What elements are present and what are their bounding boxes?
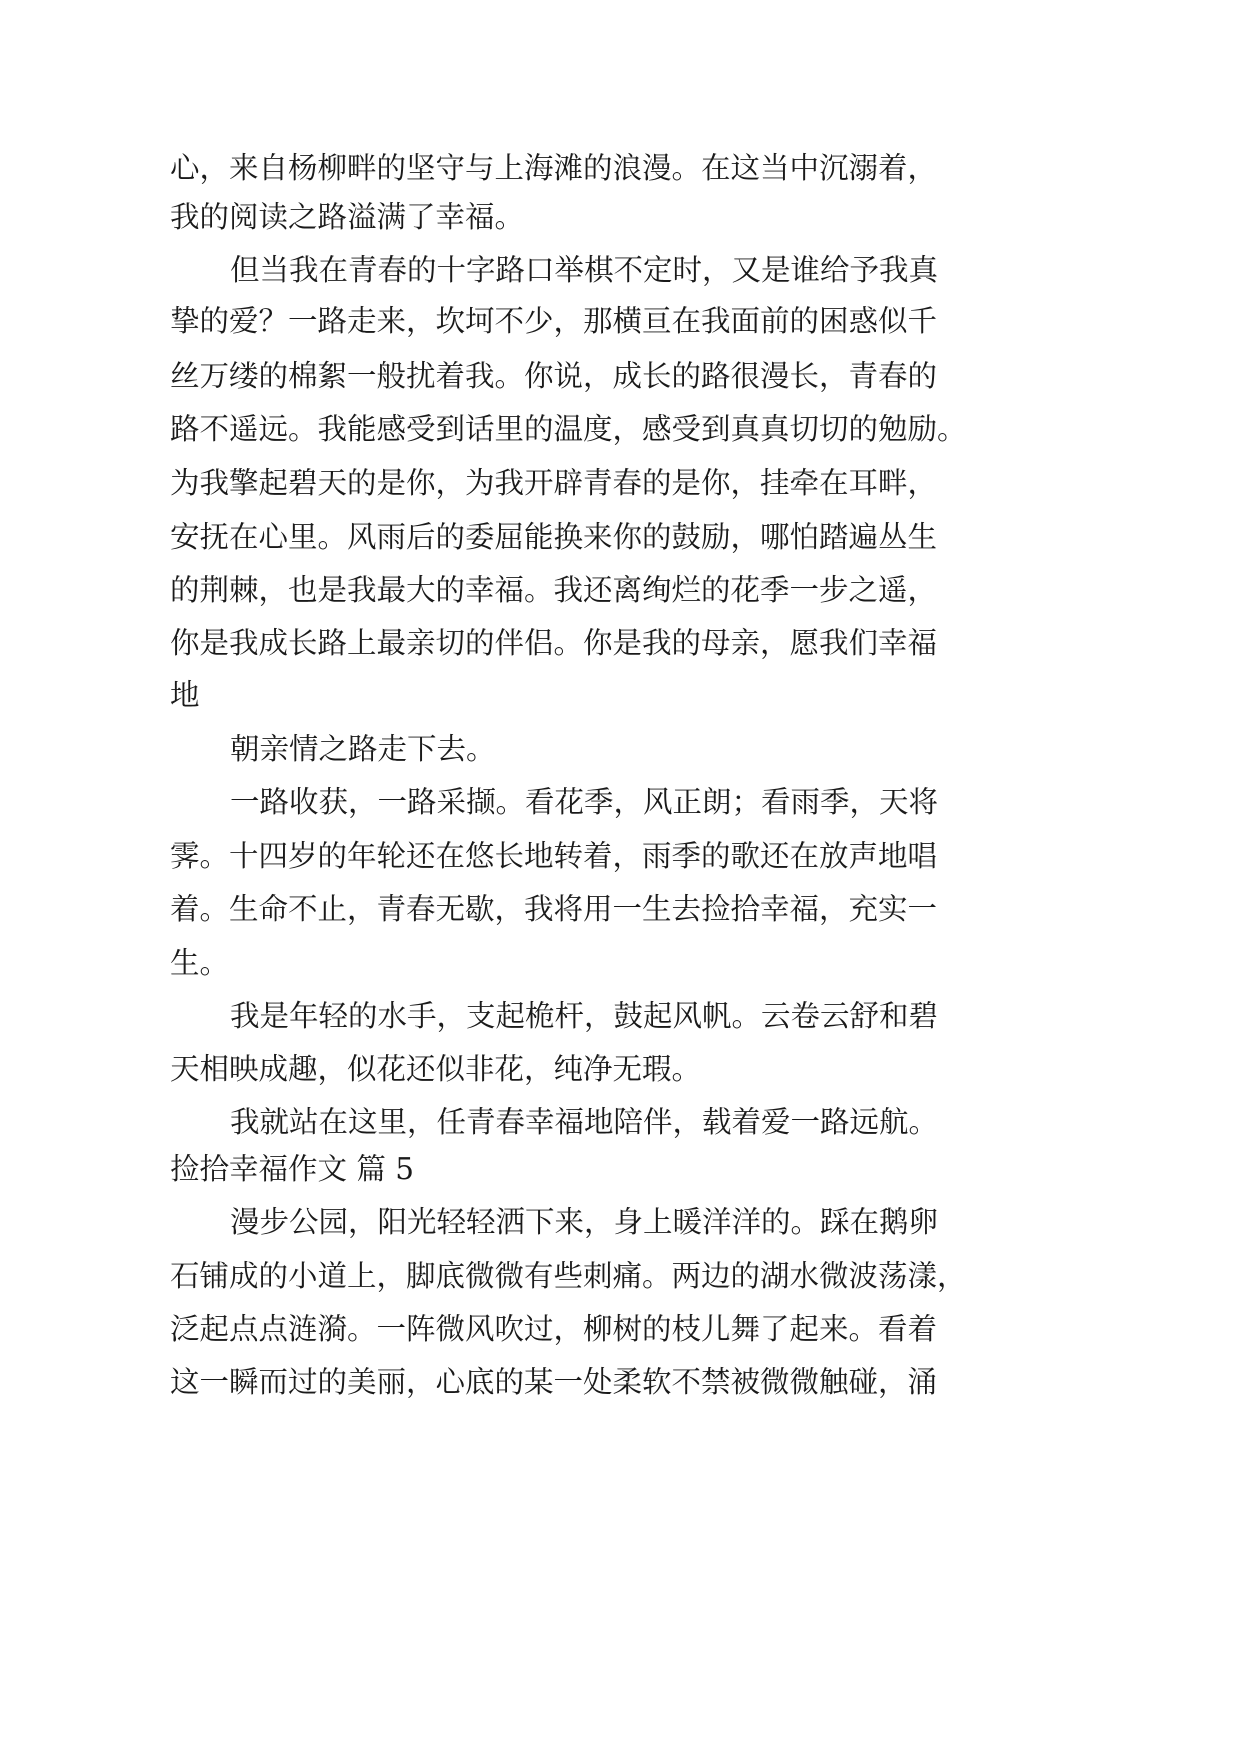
text-line: 霁。十四岁的年轮还在悠长地转着，雨季的歌还在放声地唱 <box>170 839 938 873</box>
text-line: 朝亲情之路走下去。 <box>230 732 496 766</box>
text-line: 石铺成的小道上，脚底微微有些刺痛。两边的湖水微波荡漾， <box>170 1259 967 1293</box>
text-line: 路不遥远。我能感受到话里的温度，感受到真真切切的勉励。 <box>170 412 967 446</box>
text-line: 我是年轻的水手，支起桅杆，鼓起风帆。云卷云舒和碧 <box>230 999 939 1033</box>
text-line: 泛起点点涟漪。一阵微风吹过，柳树的枝儿舞了起来。看着 <box>170 1312 938 1346</box>
text-line: 地 <box>170 678 200 712</box>
text-line: 着。生命不止，青春无歇，我将用一生去捡拾幸福，充实一 <box>170 892 938 926</box>
text-line: 但当我在青春的十字路口举棋不定时，又是谁给予我真 <box>230 253 939 287</box>
text-line: 心，来自杨柳畔的坚守与上海滩的浪漫。在这当中沉溺着， <box>170 151 938 185</box>
text-line: 天相映成趣，似花还似非花，纯净无瑕。 <box>170 1052 702 1086</box>
text-line: 挚的爱？一路走来，坎坷不少，那横亘在我面前的困惑似千 <box>170 304 938 338</box>
text-line: 你是我成长路上最亲切的伴侣。你是我的母亲，愿我们幸福 <box>170 626 938 660</box>
text-line: 一路收获，一路采撷。看花季，风正朗；看雨季，天将 <box>230 785 939 819</box>
text-line: 安抚在心里。风雨后的委屈能换来你的鼓励，哪怕踏遍丛生 <box>170 520 938 554</box>
text-line: 丝万缕的棉絮一般扰着我。你说，成长的路很漫长，青春的 <box>170 359 938 393</box>
text-line: 我就站在这里，任青春幸福地陪伴，载着爱一路远航。 <box>230 1105 939 1139</box>
text-line: 的荆棘，也是我最大的幸福。我还离绚烂的花季一步之遥， <box>170 573 938 607</box>
text-line: 我的阅读之路溢满了幸福。 <box>170 200 525 234</box>
text-line: 为我擎起碧天的是你，为我开辟青春的是你，挂牵在耳畔， <box>170 466 938 500</box>
section-heading: 捡拾幸福作文 篇 5 <box>170 1152 415 1186</box>
text-line: 生。 <box>170 946 230 980</box>
text-line: 漫步公园，阳光轻轻洒下来，身上暖洋洋的。踩在鹅卵 <box>230 1205 939 1239</box>
text-line: 这一瞬而过的美丽，心底的某一处柔软不禁被微微触碰，涌 <box>170 1365 938 1399</box>
